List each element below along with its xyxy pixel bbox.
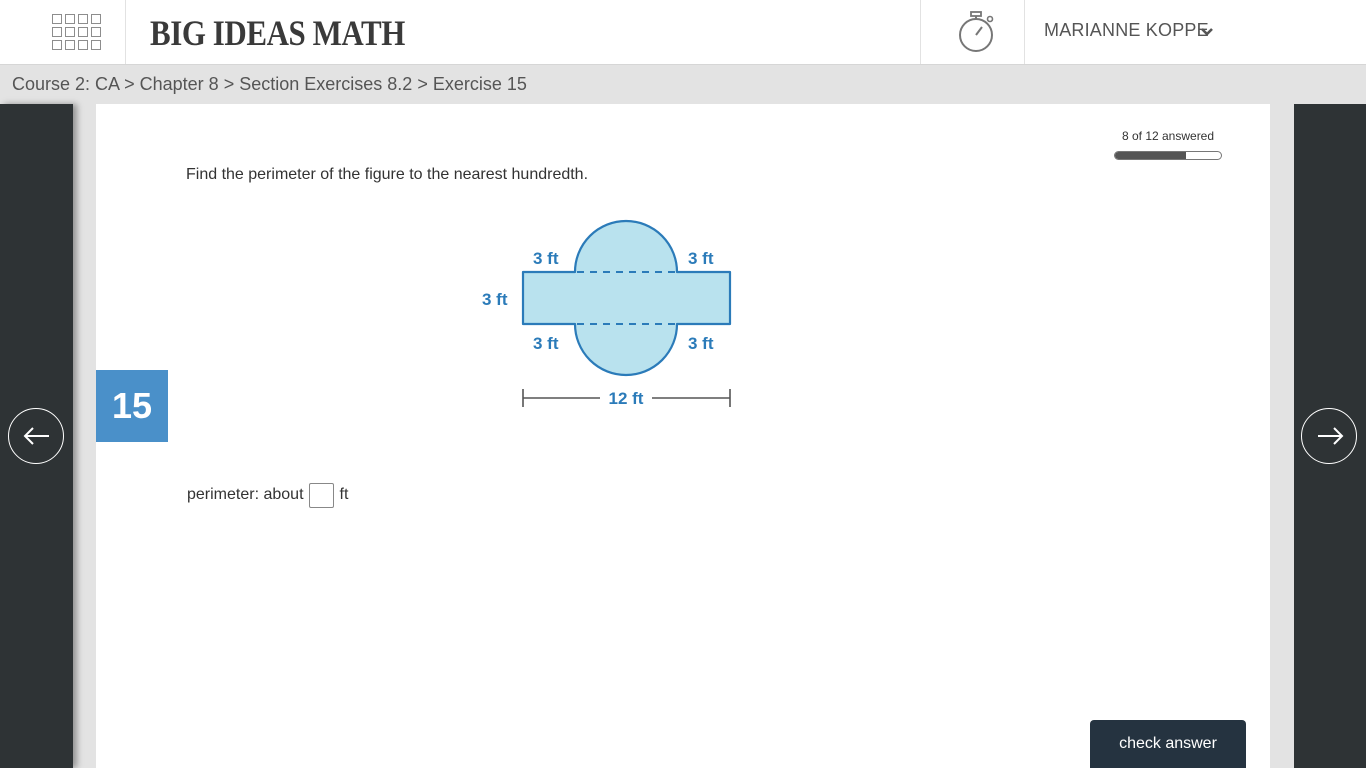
app-grid-icon bbox=[52, 14, 103, 50]
breadcrumb-separator: > bbox=[417, 74, 428, 94]
breadcrumb bbox=[12, 74, 527, 95]
user-name: MARIANNE KOPPE bbox=[1044, 20, 1209, 40]
user-menu[interactable] bbox=[1025, 0, 1366, 64]
answer-unit-label: ft bbox=[339, 486, 349, 503]
label-bottom-width: 12 ft bbox=[608, 389, 644, 408]
exercise-number-badge: 15 bbox=[96, 370, 168, 442]
stopwatch-icon bbox=[956, 10, 996, 54]
top-header bbox=[0, 0, 1366, 65]
breadcrumb-course[interactable]: Course 2: CA bbox=[12, 74, 120, 94]
breadcrumb-separator: > bbox=[124, 74, 135, 94]
breadcrumb-exercise: Exercise 15 bbox=[432, 74, 527, 94]
question-prompt: Find the perimeter of the figure to the nearest hundredth. bbox=[186, 166, 589, 183]
breadcrumb-section[interactable]: Section Exercises 8.2 bbox=[239, 74, 413, 94]
check-answer-button[interactable]: check answer bbox=[1090, 720, 1246, 768]
label-left: 3 ft bbox=[482, 290, 508, 309]
perimeter-figure bbox=[479, 212, 749, 412]
arrow-right-icon bbox=[1315, 426, 1345, 446]
label-top-left: 3 ft bbox=[533, 249, 559, 268]
breadcrumb-separator: > bbox=[223, 74, 235, 94]
progress-bar-fill bbox=[1115, 152, 1186, 159]
label-bottom-left: 3 ft bbox=[533, 334, 559, 353]
next-exercise-button[interactable] bbox=[1301, 408, 1357, 464]
timer-button[interactable] bbox=[920, 0, 1025, 64]
label-top-right: 3 ft bbox=[688, 249, 714, 268]
progress-label: 8 of 12 answered bbox=[1121, 129, 1215, 143]
previous-exercise-button[interactable] bbox=[8, 408, 64, 464]
arrow-left-icon bbox=[22, 426, 52, 446]
perimeter-answer-input[interactable] bbox=[309, 483, 334, 508]
exercise-card bbox=[96, 104, 1270, 768]
breadcrumb-chapter[interactable]: Chapter 8 bbox=[139, 74, 219, 94]
answer-row bbox=[187, 482, 348, 508]
brand-logo[interactable]: BIG IDEAS MATH bbox=[150, 13, 405, 53]
app-menu-button[interactable] bbox=[0, 0, 126, 64]
chevron-down-icon bbox=[1200, 27, 1214, 37]
answer-prefix-label: perimeter: about bbox=[187, 486, 304, 503]
progress-bar bbox=[1114, 151, 1222, 160]
label-bottom-right: 3 ft bbox=[688, 334, 714, 353]
